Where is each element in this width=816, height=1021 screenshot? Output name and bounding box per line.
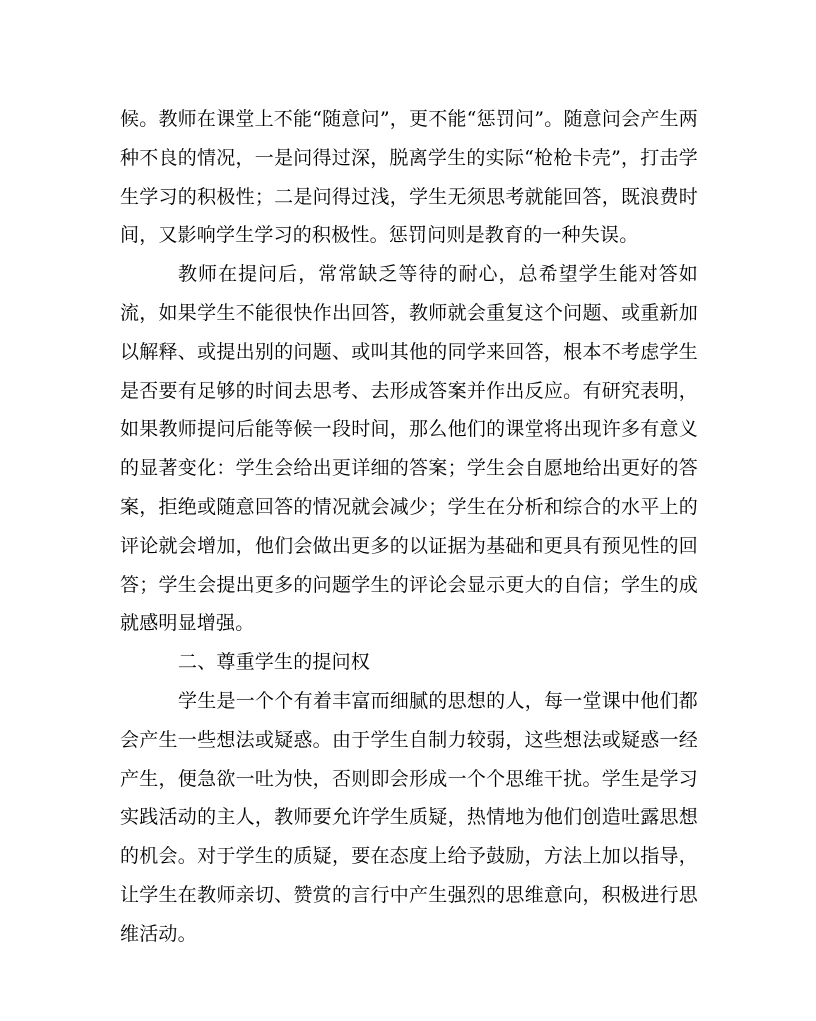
paragraph-student-questions: 学生是一个个有着丰富而细腻的思想的人，每一堂课中他们都会产生一些想法或疑惑。由于学生自制力较弱，这些想法或疑惑一经产生，便急欲一吐为快，否则即会形成一个个思维干扰。学生是学习实践活动的主人，教师要允许学生质疑，热情地为他们创造吐露思想的机会。对于学生的质疑，要在态度上给予鼓励，方法上加以指导，让学生在教师亲切、赞赏的言行中产生强烈的思维意向，积极进行思维活动。 (120, 689, 698, 945)
paragraph-continuation: 候。教师在课堂上不能“随意问”，更不能“惩罚问”。随意问会产生两种不良的情况，一是问得过深，脱离学生的实际“枪枪卡壳”，打击学生学习的积极性；二是问得过浅，学生无须思考就能回答，既浪费时间，又影响学生学习的积极性。惩罚问则是教育的一种失误。 (120, 108, 698, 247)
section-heading: 二、尊重学生的提问权 (178, 651, 371, 674)
paragraph-waiting-time: 教师在提问后，常常缺乏等待的耐心，总希望学生能对答如流，如果学生不能很快作出回答，教师就会重复这个问题、或重新加以解释、或提出别的问题、或叫其他的同学来回答，根本不考虑学生是否要有足够的时间去思考、去形成答案并作出反应。有研究表明，如果教师提问后能等候一段时间，那么他们的课堂将出现许多有意义的显著变化：学生会给出更详细的答案；学生会自愿地给出更好的答案，拒绝或随意回答的情况就会减少；学生在分析和综合的水平上的评论就会增加，他们会做出更多的以证据为基础和更具有预见性的回答；学生会提出更多的问题学生的评论会显示更大的自信；学生的成就感明显增强。 (120, 263, 698, 635)
document-page (120, 100, 698, 954)
